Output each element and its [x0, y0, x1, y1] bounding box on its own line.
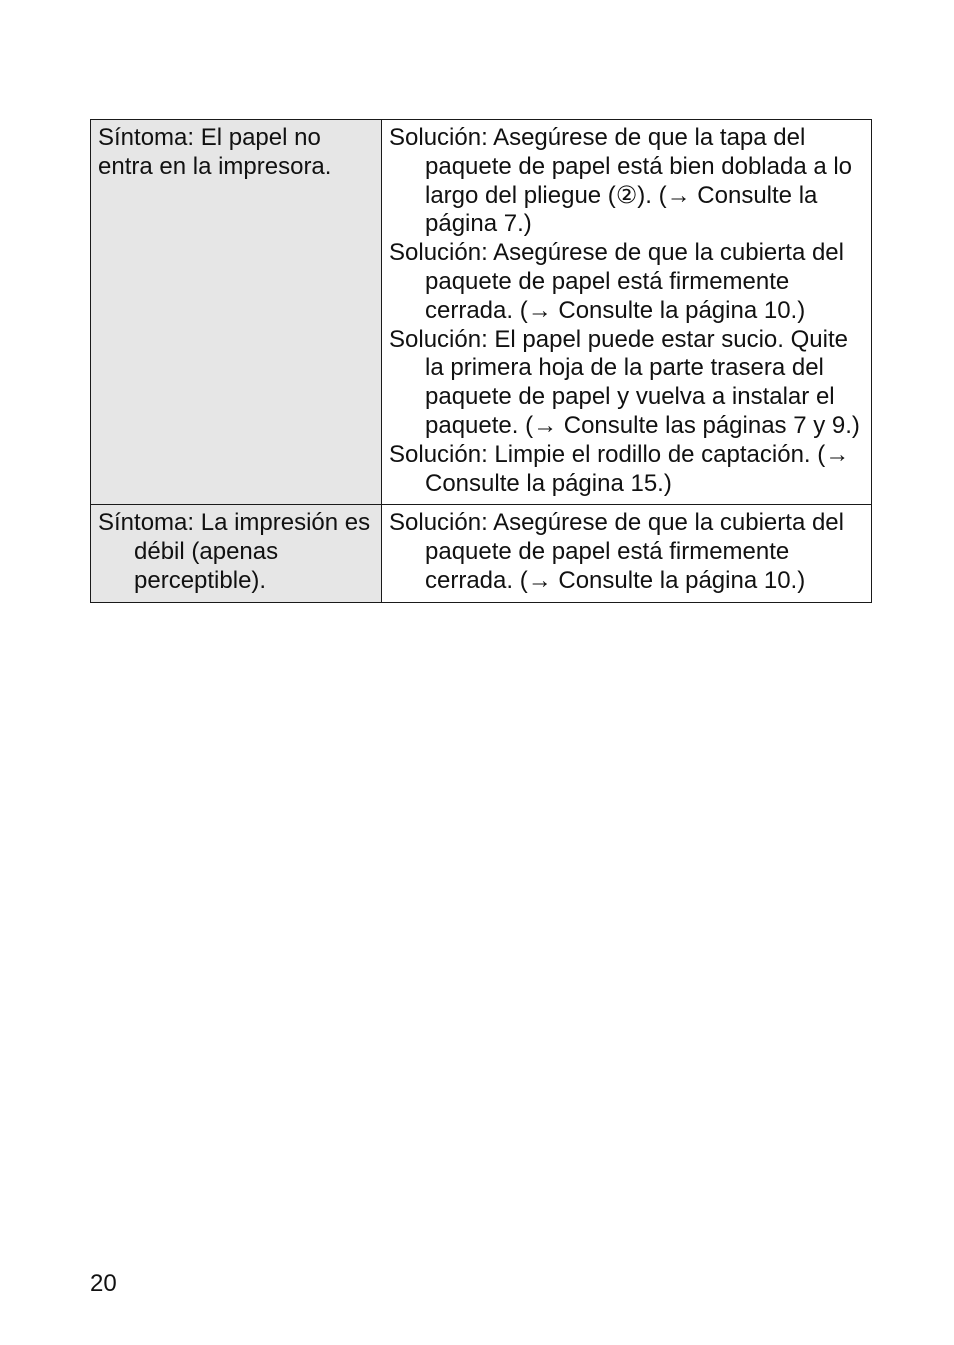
symptom-cell — [91, 505, 382, 602]
symptom-cell — [91, 120, 382, 505]
solution-text: Solución: Asegúrese de que la tapa del paquete de papel está bien doblada a lo largo del pliegue (②). (→ Consulte la página 7.) — [389, 124, 853, 238]
solution-text: Solución: Asegúrese de que la cubierta del paquete de papel está firmemente cerrada. (→ Consulte la página 10.) — [389, 509, 844, 594]
solution-text: Solución: Asegúrese de que la cubierta del paquete de papel está firmemente cerrada. (→ Consulte la página 10.) — [389, 239, 844, 324]
page-number: 20 — [90, 1270, 117, 1297]
solution-text: Solución: Limpie el rodillo de captación. (→ Consulte la página 15.) — [389, 440, 850, 497]
troubleshooting-table — [90, 119, 872, 603]
solution-text: Solución: El papel puede estar sucio. Quite la primera hoja de la parte trasera del paquete de papel y vuelva a instalar el paquete. (→ Consulte las páginas 7 y 9.) — [389, 325, 860, 439]
symptom-text: Síntoma: El papel no entra en la impresora. — [98, 124, 332, 180]
table-row — [91, 505, 872, 602]
solution-cell — [382, 120, 872, 505]
table-row — [91, 120, 872, 505]
symptom-text: Síntoma: La impresión es débil (apenas perceptible). — [98, 509, 371, 594]
solution-cell — [382, 505, 872, 602]
